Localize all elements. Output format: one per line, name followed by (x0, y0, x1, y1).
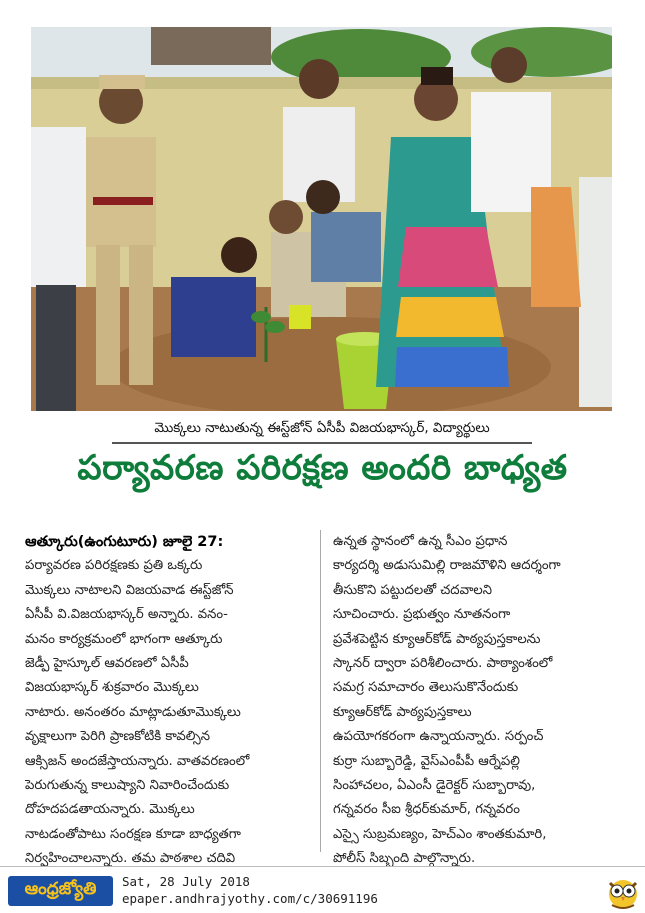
article-column-left (25, 530, 313, 871)
news-photo (31, 27, 612, 411)
article-line: గన్నవరం సీఐ శ్రీధర్‌కుమార్, గన్నవరం (333, 802, 520, 818)
epaper-footer (0, 866, 645, 913)
edition-date: Sat, 28 July 2018 (122, 874, 250, 889)
article-line: ఎస్సై సుబ్రమణ్యం, హెచ్ఎం శాంతకుమారి, (333, 826, 547, 842)
article-line: విజయభాస్కర్ శుక్రవారం మొక్కలు (25, 680, 199, 696)
article-line: దోహదపడతాయన్నారు. మొక్కలు (25, 802, 195, 818)
photo-illustration (31, 27, 612, 411)
article-column-right (333, 530, 621, 871)
footer-info (122, 873, 378, 907)
article-line: పోలీస్ సిబ్బంది పాల్గొన్నారు. (333, 851, 476, 867)
logo-text: ఆంధ్రజ్యోతి (24, 879, 97, 899)
article-line: ఉన్నత స్థానంలో ఉన్న సీఎం ప్రధాన (333, 534, 508, 549)
article-line: ఉపయోగకరంగా ఉన్నాయన్నారు. సర్పంచ్ (333, 729, 544, 745)
article-line: మొక్కలు నాటాలని విజయవాడ ఈస్ట్‌జోన్ (25, 582, 234, 598)
article-line: నాటారు. అనంతరం మాట్లాడుతూమొక్కలు (25, 704, 241, 720)
article-line: క్యూఆర్‌కోడ్ పాఠ్యపుస్తకాలు (333, 704, 472, 720)
photo-caption: మొక్కలు నాటుతున్న ఈస్ట్‌జోన్ ఏసీపీ విజయభాస్కర్, విద్యార్థులు (154, 420, 490, 436)
article-line: సమగ్ర సమాచారం తెలుసుకొనేందుకు (333, 680, 519, 696)
article-line: ప్రవేశపెట్టిన క్యూఆర్‌కోడ్ పాఠ్యపుస్తకాలను (333, 631, 541, 647)
andhrajyothy-logo[interactable] (8, 876, 113, 906)
article-line: స్కానర్ ద్వారా పరిశీలించారు. పాఠ్యాంశంలో (333, 655, 553, 671)
epaper-url[interactable]: epaper.andhrajyothy.com/c/30691196 (122, 891, 378, 906)
article-line: కార్యదర్శి అడుసుమిల్లి రాజమౌళిని ఆదర్శంగా (333, 558, 561, 574)
caption-container (112, 420, 532, 444)
article-line: ఆక్సిజన్ అందజేస్తాయన్నారు. వాతవరణంలో (25, 753, 250, 769)
article-line: పెరుగుతున్న కాలుష్యాని నివారించేందుకు (25, 777, 230, 793)
article-line: నిర్వహించాలన్నారు. తమ పాఠశాల చదివి (25, 851, 236, 867)
article-line: కుర్రా సుబ్బారెడ్డి, వైస్‌ఎంపీపీ ఆర్నేపల్లి (333, 753, 520, 769)
article-line: పర్యావరణ పరిరక్షణకు ప్రతి ఒక్కరు (25, 558, 203, 574)
column-divider (320, 530, 321, 852)
article-line: తీసుకొని పట్టుదలతో చదవాలని (333, 582, 493, 598)
article-dateline: ఆత్కూరు(ఉంగుటూరు) జూలై 27: (25, 534, 224, 550)
article-line: ఏసీపీ వి.విజయభాస్కర్ అన్నారు. వనం- (25, 607, 228, 623)
article-line: మనం కార్యక్రమంలో భాగంగా ఆత్కూరు (25, 631, 223, 647)
article-line: సింహాచలం, ఏఎంసీ డైరెక్టర్ సుబ్బారావు, (333, 777, 536, 793)
article-line: సూచించారు. ప్రభుత్వం నూతనంగా (333, 607, 511, 623)
article-headline: పర్యావరణ పరిరక్షణ అందరి బాధ్యత (77, 448, 568, 488)
article-line: వృక్షాలుగా పెరిగి ప్రాణకోటికి కావల్సిన (25, 729, 211, 745)
article-line: జెడ్పీ హైస్కూల్ ఆవరణలో ఏసీపీ (25, 655, 189, 671)
article-line: నాటడంతోపాటు సంరక్షణ కూడా బాధ్యతగా (25, 826, 241, 842)
owl-mascot-icon (606, 873, 640, 909)
